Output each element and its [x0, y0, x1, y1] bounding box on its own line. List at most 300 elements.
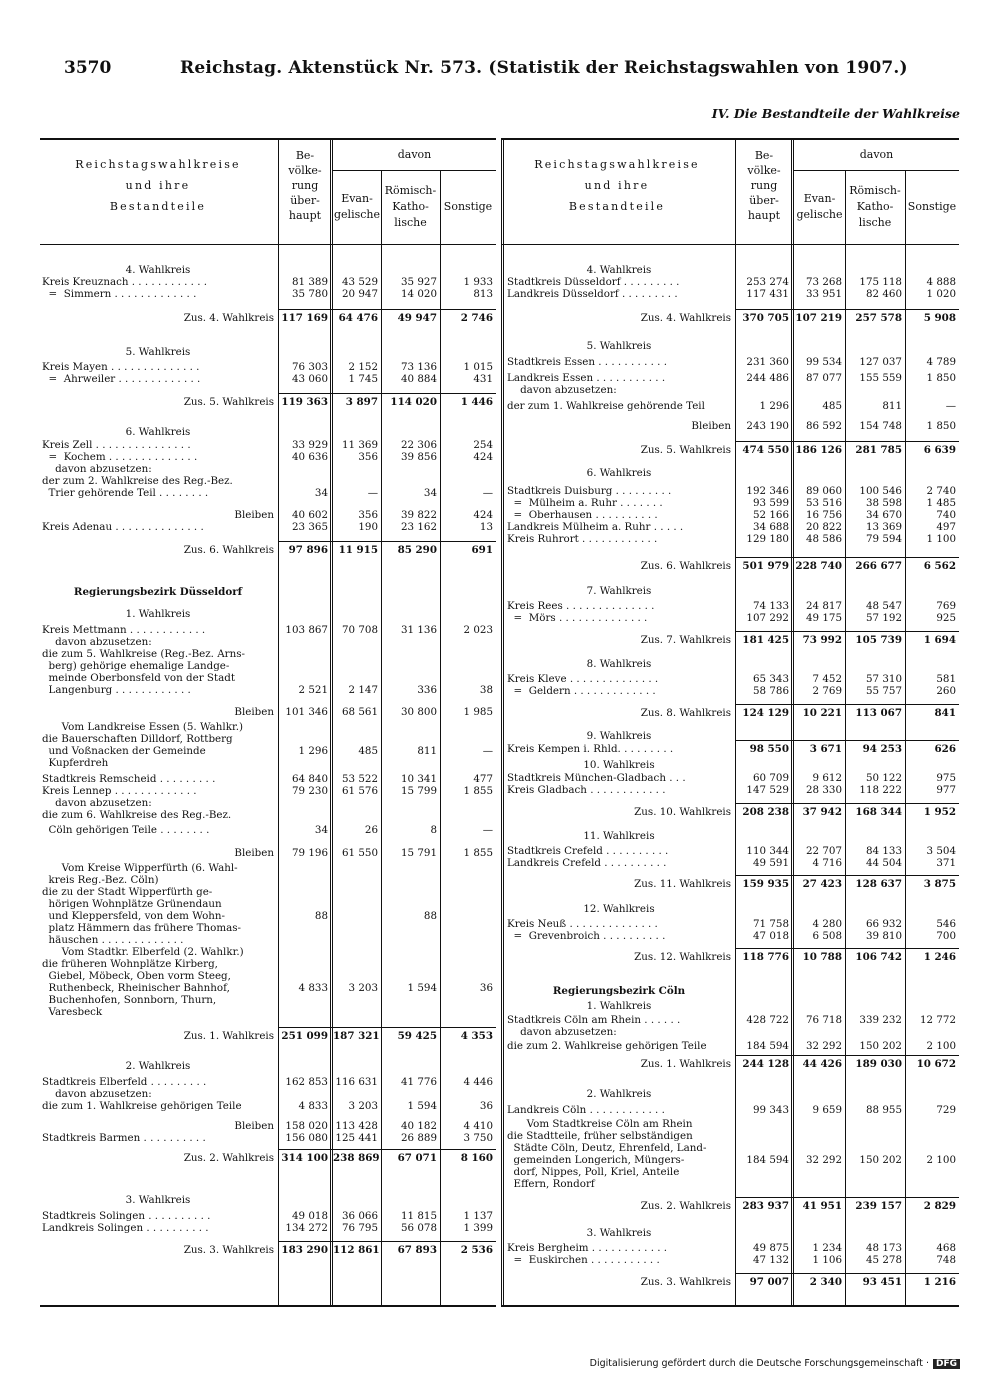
row-label: Zus. 4. Wahlkreis	[640, 312, 731, 324]
catholic-value: 281 785	[855, 444, 902, 456]
evangelical-value: 76 718	[805, 1014, 842, 1026]
population-value: 2 521	[298, 684, 328, 696]
evangelical-value: 87 077	[805, 372, 842, 384]
table-row	[501, 759, 959, 771]
evangelical-value: 3 897	[345, 396, 378, 408]
evangelical-value: 20 822	[805, 521, 842, 533]
sum-rule	[278, 309, 496, 310]
sum-rule	[735, 875, 959, 876]
catholic-value: 127 037	[859, 356, 902, 368]
population-value: 58 786	[752, 685, 789, 697]
evangelical-value: 16 756	[805, 509, 842, 521]
row-label: Kreis Kreuznach . . . . . . . . . . . .	[42, 276, 208, 288]
catholic-value: 45 278	[865, 1254, 902, 1266]
population-value: 65 343	[752, 673, 789, 685]
row-label: Ruthenbeck, Rheinischer Bahnhof,	[42, 982, 230, 994]
row-label: Zus. 3. Wahlkreis	[640, 1276, 731, 1288]
evangelical-value: 10 788	[802, 951, 842, 963]
other-value: 813	[473, 288, 493, 300]
table-total-row	[40, 544, 496, 556]
table-row	[40, 982, 496, 994]
table-row	[40, 757, 496, 769]
catholic-value: 57 192	[865, 612, 902, 624]
row-label: Kreis Ruhrort . . . . . . . . . . . .	[507, 533, 658, 545]
catholic-value: 41 776	[400, 1076, 437, 1088]
table-row	[40, 847, 496, 859]
row-label: die früheren Wohnplätze Kirberg,	[42, 958, 218, 970]
population-value: 370 705	[742, 312, 789, 324]
population-value: 1 296	[759, 400, 789, 412]
row-label: davon abzusetzen:	[42, 1088, 152, 1100]
row-label: Landkreis Cöln . . . . . . . . . . . .	[507, 1104, 665, 1116]
population-value: 251 099	[281, 1030, 328, 1042]
row-label: davon abzusetzen:	[42, 463, 152, 475]
catholic-value: 150 202	[859, 1154, 902, 1166]
other-value: 4 410	[463, 1120, 493, 1132]
row-label: Bleiben	[691, 420, 731, 432]
population-value: 97 007	[749, 1276, 789, 1288]
row-label: Zus. 3. Wahlkreis	[183, 1244, 274, 1256]
other-value: 1 933	[463, 276, 493, 288]
table-row	[501, 930, 959, 942]
col-header-davon: davon	[794, 140, 959, 171]
other-value: 36	[479, 1100, 493, 1112]
table-total-row	[40, 396, 496, 408]
table-total-row	[40, 1152, 496, 1164]
table-row	[501, 264, 959, 276]
row-label: 2. Wahlkreis	[586, 1088, 652, 1100]
table-row	[40, 1194, 496, 1206]
catholic-value: 35 927	[400, 276, 437, 288]
row-label: 2. Wahlkreis	[125, 1060, 191, 1072]
row-label: Landkreis Essen . . . . . . . . . . .	[507, 372, 666, 384]
row-label: 4. Wahlkreis	[125, 264, 191, 276]
catholic-value: 93 451	[862, 1276, 902, 1288]
population-value: 40 636	[291, 451, 328, 463]
other-value: 2 023	[463, 624, 493, 636]
table-total-row	[501, 806, 959, 818]
page-header	[48, 58, 958, 84]
other-value: 925	[936, 612, 956, 624]
col-header-population: Be- völke- rung über- haupt	[747, 149, 781, 222]
catholic-value: 8	[430, 824, 437, 836]
row-label: Varesbeck	[42, 1006, 103, 1018]
evangelical-value: 28 330	[805, 784, 842, 796]
evangelical-value: 43 529	[341, 276, 378, 288]
table-row	[40, 439, 496, 451]
table-row	[40, 874, 496, 886]
population-value: 99 343	[752, 1104, 789, 1116]
evangelical-value: 49 175	[805, 612, 842, 624]
row-label: Trier gehörende Teil . . . . . . . .	[42, 487, 209, 499]
table-row	[40, 745, 496, 757]
evangelical-value: 11 369	[341, 439, 378, 451]
sum-rule	[735, 803, 959, 804]
row-label: Zus. 6. Wahlkreis	[640, 560, 731, 572]
population-value: 49 018	[291, 1210, 328, 1222]
other-value: 1 446	[460, 396, 493, 408]
population-value: 76 303	[291, 361, 328, 373]
section-title: IV. Die Bestandteile der Wahlkreise	[711, 106, 960, 121]
other-value: 1 216	[923, 1276, 956, 1288]
catholic-value: 88	[423, 910, 437, 922]
other-value: 4 888	[926, 276, 956, 288]
row-label: Stadtkreis Duisburg . . . . . . . . .	[507, 485, 672, 497]
table-row	[501, 372, 959, 384]
population-value: 52 166	[752, 509, 789, 521]
table-total-row	[501, 1058, 959, 1070]
row-label: = Grevenbroich . . . . . . . . . .	[507, 930, 666, 942]
catholic-value: 23 162	[400, 521, 437, 533]
evangelical-value: 238 869	[333, 1152, 380, 1164]
table-row	[501, 1142, 959, 1154]
evangelical-value: 7 452	[812, 673, 842, 685]
other-value: 1 399	[463, 1222, 493, 1234]
population-value: 101 346	[285, 706, 328, 718]
evangelical-value: 112 861	[333, 1244, 380, 1256]
other-value: 4 446	[463, 1076, 493, 1088]
catholic-value: 105 739	[855, 634, 902, 646]
other-value: 1 137	[463, 1210, 493, 1222]
evangelical-value: 22 707	[805, 845, 842, 857]
table-row	[501, 420, 959, 432]
row-label: häuschen . . . . . . . . . . . . .	[42, 934, 184, 946]
row-label: 5. Wahlkreis	[125, 346, 191, 358]
table-row	[501, 509, 959, 521]
population-value: 156 080	[285, 1132, 328, 1144]
other-value: 3 875	[923, 878, 956, 890]
population-value: 23 365	[291, 521, 328, 533]
table-row	[40, 1210, 496, 1222]
population-value: 231 360	[746, 356, 789, 368]
table-row	[40, 1120, 496, 1132]
catholic-value: 67 893	[397, 1244, 437, 1256]
catholic-value: 88 955	[865, 1104, 902, 1116]
row-label: die Stadtteile, früher selbständigen	[507, 1130, 693, 1142]
table-row	[40, 946, 496, 958]
row-label: Kreis Zell . . . . . . . . . . . . . . .	[42, 439, 191, 451]
population-value: 98 550	[749, 743, 789, 755]
table-row	[40, 994, 496, 1006]
catholic-value: 82 460	[865, 288, 902, 300]
other-value: 2 746	[460, 312, 493, 324]
other-value: 691	[471, 544, 493, 556]
table-row	[501, 845, 959, 857]
table-row	[40, 922, 496, 934]
population-value: 162 853	[285, 1076, 328, 1088]
table-row	[40, 970, 496, 982]
other-value: 1 015	[463, 361, 493, 373]
population-value: 118 776	[742, 951, 789, 963]
population-value: 4 833	[298, 982, 328, 994]
table-row	[40, 733, 496, 745]
table-row	[40, 475, 496, 487]
catholic-value: 30 800	[400, 706, 437, 718]
table-row	[501, 612, 959, 624]
table-row	[501, 1227, 959, 1239]
table-row	[40, 862, 496, 874]
table-row	[501, 1000, 959, 1012]
other-value: 371	[936, 857, 956, 869]
other-value: 4 789	[926, 356, 956, 368]
row-label: Kreis Lennep . . . . . . . . . . . . .	[42, 785, 197, 797]
evangelical-value: —	[367, 487, 378, 499]
population-value: 244 486	[746, 372, 789, 384]
row-label: Langenburg . . . . . . . . . . . .	[42, 684, 191, 696]
population-value: 33 929	[291, 439, 328, 451]
other-value: 1 850	[926, 420, 956, 432]
table-row	[501, 673, 959, 685]
other-value: 1 855	[463, 847, 493, 859]
footer-text: Digitalisierung gefördert durch die Deutsche Forschungsgemeinschaft ·	[589, 1358, 929, 1369]
catholic-value: 59 425	[397, 1030, 437, 1042]
row-label: Zus. 8. Wahlkreis	[640, 707, 731, 719]
table-total-row	[501, 1276, 959, 1288]
catholic-value: 175 118	[859, 276, 902, 288]
table-row	[40, 660, 496, 672]
row-label: Städte Cöln, Deutz, Ehrenfeld, Land-	[507, 1142, 707, 1154]
row-label: Zus. 1. Wahlkreis	[640, 1058, 731, 1070]
evangelical-value: 20 947	[341, 288, 378, 300]
row-label: Vom Stadtkreise Cöln am Rhein	[507, 1118, 693, 1130]
row-label: Stadtkreis Crefeld . . . . . . . . . .	[507, 845, 669, 857]
sum-rule	[735, 557, 959, 558]
row-label: 1. Wahlkreis	[125, 608, 191, 620]
evangelical-value: 61 550	[341, 847, 378, 859]
table-total-row	[501, 560, 959, 572]
table-row	[501, 288, 959, 300]
row-label: Kreis Adenau . . . . . . . . . . . . . .	[42, 521, 204, 533]
evangelical-value: 53 522	[341, 773, 378, 785]
evangelical-value: 6 508	[812, 930, 842, 942]
row-label: Stadtkreis Essen . . . . . . . . . . .	[507, 356, 667, 368]
row-label: Bleiben	[234, 509, 274, 521]
population-value: 129 180	[746, 533, 789, 545]
population-value: 244 128	[742, 1058, 789, 1070]
catholic-value: 11 815	[400, 1210, 437, 1222]
catholic-value: 31 136	[400, 624, 437, 636]
sum-rule	[278, 1027, 496, 1028]
table-row	[40, 521, 496, 533]
table-row	[40, 288, 496, 300]
evangelical-value: 4 716	[812, 857, 842, 869]
col-header-constituency: Reichstagswahlkreise und ihre Bestandteile	[534, 158, 700, 213]
row-label: Regierungsbezirk Düsseldorf	[73, 586, 243, 598]
other-value: 431	[473, 373, 493, 385]
row-label: 9. Wahlkreis	[586, 730, 652, 742]
catholic-value: 66 932	[865, 918, 902, 930]
evangelical-value: 113 428	[335, 1120, 378, 1132]
population-value: 93 599	[752, 497, 789, 509]
table-row	[501, 1166, 959, 1178]
other-value: 1 694	[923, 634, 956, 646]
row-label: = Mörs . . . . . . . . . . . . . .	[507, 612, 648, 624]
catholic-value: 26 889	[400, 1132, 437, 1144]
row-label: Stadtkreis München-Gladbach . . .	[507, 772, 686, 784]
table-row	[501, 1118, 959, 1130]
row-label: die zum 5. Wahlkreise (Reg.-Bez. Arns-	[42, 648, 245, 660]
row-label: 7. Wahlkreis	[586, 585, 652, 597]
row-label: 1. Wahlkreis	[586, 1000, 652, 1012]
left-table-body	[40, 244, 496, 1305]
row-label: Kreis Gladbach . . . . . . . . . . . .	[507, 784, 666, 796]
table-row	[40, 958, 496, 970]
evangelical-value: 37 942	[802, 806, 842, 818]
other-value: 748	[936, 1254, 956, 1266]
catholic-value: 40 884	[400, 373, 437, 385]
table-total-row	[501, 878, 959, 890]
row-label: Stadtkreis Solingen . . . . . . . . . .	[42, 1210, 211, 1222]
evangelical-value: 1 106	[812, 1254, 842, 1266]
other-value: 2 100	[926, 1154, 956, 1166]
evangelical-value: 27 423	[802, 878, 842, 890]
table-row	[501, 1040, 959, 1052]
other-value: 2 829	[923, 1200, 956, 1212]
evangelical-value: 356	[358, 451, 378, 463]
population-value: 88	[314, 910, 328, 922]
row-label: = Mülheim a. Ruhr . . . . . . .	[507, 497, 663, 509]
row-label: Zus. 7. Wahlkreis	[640, 634, 731, 646]
table-row	[40, 934, 496, 946]
row-label: Kreis Mettmann . . . . . . . . . . . .	[42, 624, 206, 636]
left-table-header	[40, 140, 496, 245]
row-label: Stadtkreis Elberfeld . . . . . . . . .	[42, 1076, 207, 1088]
other-value: 769	[936, 600, 956, 612]
catholic-value: 811	[882, 400, 902, 412]
sum-rule	[278, 1241, 496, 1242]
other-value: 36	[479, 982, 493, 994]
population-value: 192 346	[746, 485, 789, 497]
row-label: davon abzusetzen:	[507, 384, 617, 396]
catholic-value: 13 369	[865, 521, 902, 533]
catholic-value: 114 020	[390, 396, 437, 408]
table-row	[40, 264, 496, 276]
evangelical-value: 3 203	[348, 982, 378, 994]
catholic-value: 56 078	[400, 1222, 437, 1234]
footer-credit	[590, 1358, 960, 1369]
table-total-row	[501, 634, 959, 646]
evangelical-value: 4 280	[812, 918, 842, 930]
table-row	[40, 672, 496, 684]
table-total-row	[40, 312, 496, 324]
population-value: 40 602	[291, 509, 328, 521]
evangelical-value: 2 152	[348, 361, 378, 373]
population-value: 79 230	[291, 785, 328, 797]
row-label: die zu der Stadt Wipperfürth ge-	[42, 886, 213, 898]
evangelical-value: 99 534	[805, 356, 842, 368]
table-row	[501, 1026, 959, 1038]
table-row	[501, 533, 959, 545]
right-table-body	[501, 244, 959, 1305]
population-value: 158 020	[285, 1120, 328, 1132]
evangelical-value: 125 441	[335, 1132, 378, 1144]
evangelical-value: 11 915	[338, 544, 378, 556]
catholic-value: 1 594	[407, 982, 437, 994]
row-label: 5. Wahlkreis	[586, 340, 652, 352]
catholic-value: 1 594	[407, 1100, 437, 1112]
other-value: 254	[473, 439, 493, 451]
table-row	[40, 361, 496, 373]
row-label: Vom Stadtkr. Elberfeld (2. Wahlkr.)	[42, 946, 244, 958]
sum-rule	[735, 441, 959, 442]
other-value: 626	[934, 743, 956, 755]
evangelical-value: 187 321	[333, 1030, 380, 1042]
table-row	[40, 910, 496, 922]
population-value: 34 688	[752, 521, 789, 533]
other-value: 8 160	[460, 1152, 493, 1164]
row-label: davon abzusetzen:	[42, 797, 152, 809]
table-row	[40, 1060, 496, 1072]
row-label: 3. Wahlkreis	[125, 1194, 191, 1206]
table-row	[40, 773, 496, 785]
sum-rule	[278, 1149, 496, 1150]
population-value: 183 290	[281, 1244, 328, 1256]
row-label: Kreis Kempen i. Rhld. . . . . . . . .	[507, 743, 674, 755]
table-row	[501, 585, 959, 597]
population-value: 49 875	[752, 1242, 789, 1254]
population-value: 124 129	[742, 707, 789, 719]
row-label: Zus. 2. Wahlkreis	[640, 1200, 731, 1212]
table-row	[501, 830, 959, 842]
evangelical-value: 10 221	[802, 707, 842, 719]
other-value: 1 020	[926, 288, 956, 300]
catholic-value: 10 341	[400, 773, 437, 785]
row-label: platz Hämmern das frühere Thomas-	[42, 922, 242, 934]
evangelical-value: 32 292	[805, 1154, 842, 1166]
table-row	[501, 600, 959, 612]
col-header-davon: davon	[333, 140, 496, 171]
sum-rule	[735, 1055, 959, 1056]
row-label: Vom Kreise Wipperfürth (6. Wahl-	[42, 862, 238, 874]
row-label: Kreis Mayen . . . . . . . . . . . . . .	[42, 361, 200, 373]
catholic-value: 48 547	[865, 600, 902, 612]
table-row	[40, 1088, 496, 1100]
other-value: 729	[936, 1104, 956, 1116]
page-number: 3570	[64, 58, 112, 78]
table-row	[501, 497, 959, 509]
other-value: 424	[473, 451, 493, 463]
population-value: 134 272	[285, 1222, 328, 1234]
sum-rule	[735, 1197, 959, 1198]
catholic-value: 150 202	[859, 1040, 902, 1052]
table-row	[40, 487, 496, 499]
population-value: 110 344	[746, 845, 789, 857]
table-row	[40, 608, 496, 620]
row-label: 12. Wahlkreis	[583, 903, 655, 915]
evangelical-value: 1 234	[812, 1242, 842, 1254]
row-label: gemeinden Longerich, Müngers-	[507, 1154, 685, 1166]
col-header-catholic: Römisch- Katho- lische	[384, 184, 437, 229]
table-row	[501, 1088, 959, 1100]
evangelical-value: 190	[358, 521, 378, 533]
row-label: Zus. 12. Wahlkreis	[634, 951, 731, 963]
table-row	[40, 886, 496, 898]
row-label: Landkreis Düsseldorf . . . . . . . . .	[507, 288, 678, 300]
row-label: und Kleppersfeld, von dem Wohn-	[42, 910, 226, 922]
other-value: 740	[936, 509, 956, 521]
row-label: = Oberhausen . . . . . . . . . .	[507, 509, 658, 521]
catholic-value: 100 546	[859, 485, 902, 497]
table-total-row	[501, 951, 959, 963]
row-label: Stadtkreis Barmen . . . . . . . . . .	[42, 1132, 206, 1144]
other-value: 546	[936, 918, 956, 930]
other-value: 1 485	[926, 497, 956, 509]
catholic-value: 40 182	[400, 1120, 437, 1132]
evangelical-value: 485	[358, 745, 378, 757]
row-label: der zum 2. Wahlkreise des Reg.-Bez.	[42, 475, 233, 487]
right-table	[501, 138, 959, 1307]
table-row	[40, 1076, 496, 1088]
